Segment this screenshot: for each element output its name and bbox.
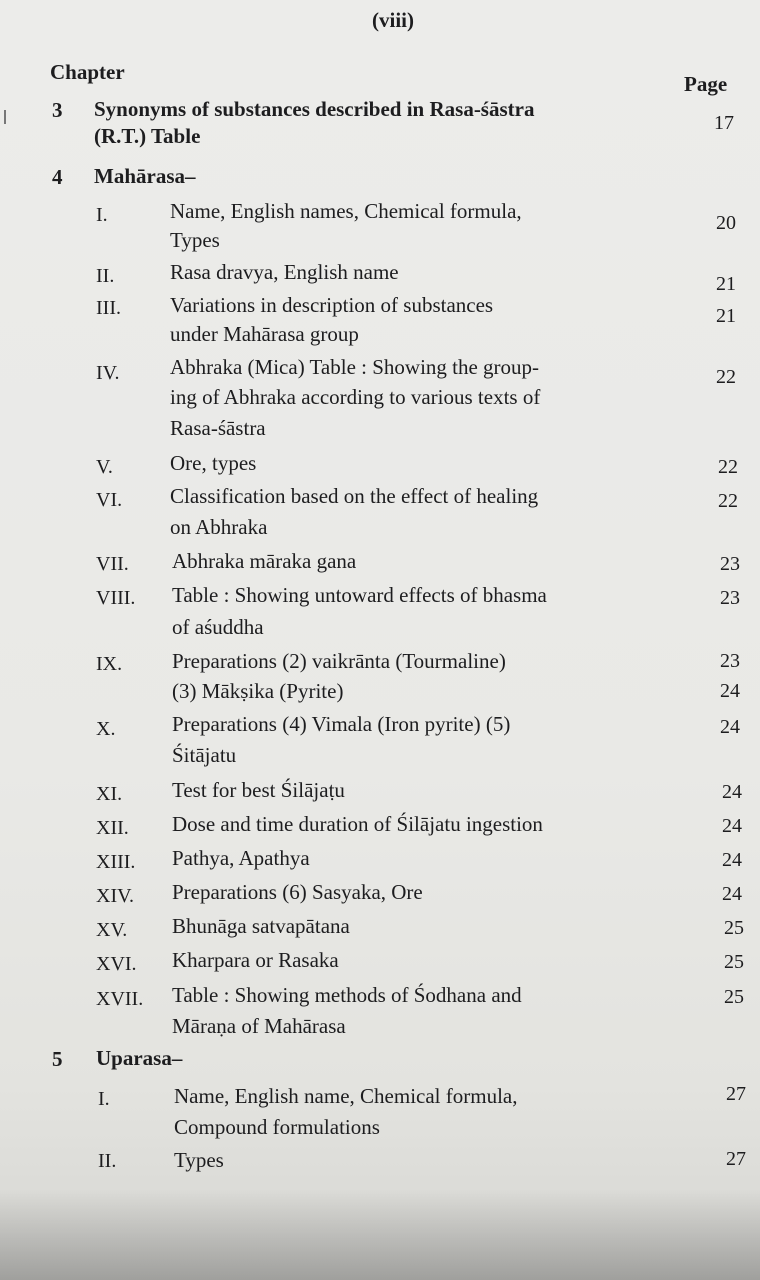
item-line: Variations in description of substances — [170, 293, 494, 317]
page-header: Page — [684, 72, 728, 96]
item-line: Preparations (4) Vimala (Iron pyrite) (5) — [172, 712, 511, 736]
item-page: 23 — [720, 650, 740, 672]
chapter-header: Chapter — [50, 60, 125, 84]
item-page: 24 — [722, 781, 742, 803]
item-line: Test for best Śilājaṭu — [172, 778, 345, 802]
chapter-title-line: Synonyms of substances described in Rasa-śāstra — [94, 97, 535, 121]
chapter-title-line: Mahārasa– — [94, 164, 196, 188]
chapter-title-line: Uparasa– — [96, 1046, 183, 1070]
item-line: Abhraka (Mica) Table : Showing the group- — [170, 355, 540, 379]
item-line: under Mahārasa group — [170, 322, 359, 346]
page-number: (viii) — [372, 8, 414, 32]
item-roman: I. — [96, 204, 108, 226]
item-line: of aśuddha — [172, 615, 264, 639]
item-line: Classification based on the effect of healing — [170, 484, 539, 508]
item-page: 23 — [720, 587, 740, 609]
item-page: 23 — [720, 553, 740, 575]
item-page: 24 — [722, 849, 742, 871]
item-line: Śitājatu — [172, 743, 237, 767]
chapter-number: 4 — [52, 165, 63, 189]
item-roman: I. — [98, 1088, 110, 1110]
item-roman: VII. — [96, 553, 129, 575]
item-line: Māraṇa of Mahārasa — [172, 1014, 346, 1038]
item-line: Rasa dravya, English name — [170, 260, 399, 284]
item-roman: VI. — [96, 489, 123, 511]
item-line: Table : Showing methods of Śodhana and — [172, 983, 522, 1007]
item-page: 24 — [720, 716, 740, 738]
item-line: Kharpara or Rasaka — [172, 948, 339, 972]
item-page: 25 — [724, 951, 744, 973]
chapter-page: 17 — [714, 112, 734, 134]
item-page: 22 — [718, 456, 738, 478]
item-roman: V. — [96, 456, 113, 478]
item-line: Name, English names, Chemical formula, — [170, 199, 522, 223]
item-line: Ore, types — [170, 451, 257, 475]
item-line: Pathya, Apathya — [172, 846, 310, 870]
item-page: 24 — [720, 680, 740, 702]
item-line: Preparations (6) Sasyaka, Ore — [172, 880, 423, 904]
item-line: Dose and time duration of Śilājatu ingestion — [172, 812, 543, 836]
item-page: 25 — [724, 917, 744, 939]
item-page: 22 — [718, 490, 738, 512]
item-line: ing of Abhraka according to various texts of — [170, 385, 541, 409]
item-line: Compound formulations — [174, 1115, 380, 1139]
item-roman: XII. — [96, 817, 129, 839]
item-page: 24 — [722, 815, 742, 837]
item-roman: II. — [96, 265, 115, 287]
item-page: 27 — [726, 1148, 746, 1170]
item-roman: XI. — [96, 783, 123, 805]
item-roman: X. — [96, 718, 116, 740]
item-line: Types — [174, 1148, 224, 1172]
item-line: Abhraka māraka gana — [172, 549, 357, 573]
item-roman: XIV. — [96, 885, 134, 907]
item-roman: IV. — [96, 362, 120, 384]
chapter-title-line: (R.T.) Table — [94, 124, 201, 148]
item-roman: III. — [96, 297, 121, 319]
item-page: 25 — [724, 986, 744, 1008]
item-roman: XVI. — [96, 953, 137, 975]
item-line: on Abhraka — [170, 515, 268, 539]
item-roman: II. — [98, 1150, 117, 1172]
chapter-number: 3 — [52, 98, 63, 122]
item-roman: VIII. — [96, 587, 136, 609]
item-page: 21 — [716, 305, 736, 327]
item-line: Table : Showing untoward effects of bhasma — [172, 583, 547, 607]
item-roman: IX. — [96, 653, 123, 675]
item-line: Types — [170, 228, 220, 252]
item-line: Bhunāga satvapātana — [172, 914, 350, 938]
item-page: 24 — [722, 883, 742, 905]
item-line: Rasa-śāstra — [170, 416, 266, 440]
bottom-shadow — [0, 1190, 760, 1280]
item-page: 27 — [726, 1083, 746, 1105]
item-roman: XV. — [96, 919, 128, 941]
item-line: Preparations (2) vaikrānta (Tourmaline) — [172, 649, 506, 673]
item-roman: XIII. — [96, 851, 136, 873]
item-line: (3) Mākṣika (Pyrite) — [172, 679, 344, 703]
item-page: 20 — [716, 212, 736, 234]
item-page: 21 — [716, 273, 736, 295]
item-page: 22 — [716, 366, 736, 388]
item-roman: XVII. — [96, 988, 144, 1010]
chapter-number: 5 — [52, 1047, 63, 1071]
margin-mark — [4, 110, 6, 124]
item-line: Name, English name, Chemical formula, — [174, 1084, 518, 1108]
